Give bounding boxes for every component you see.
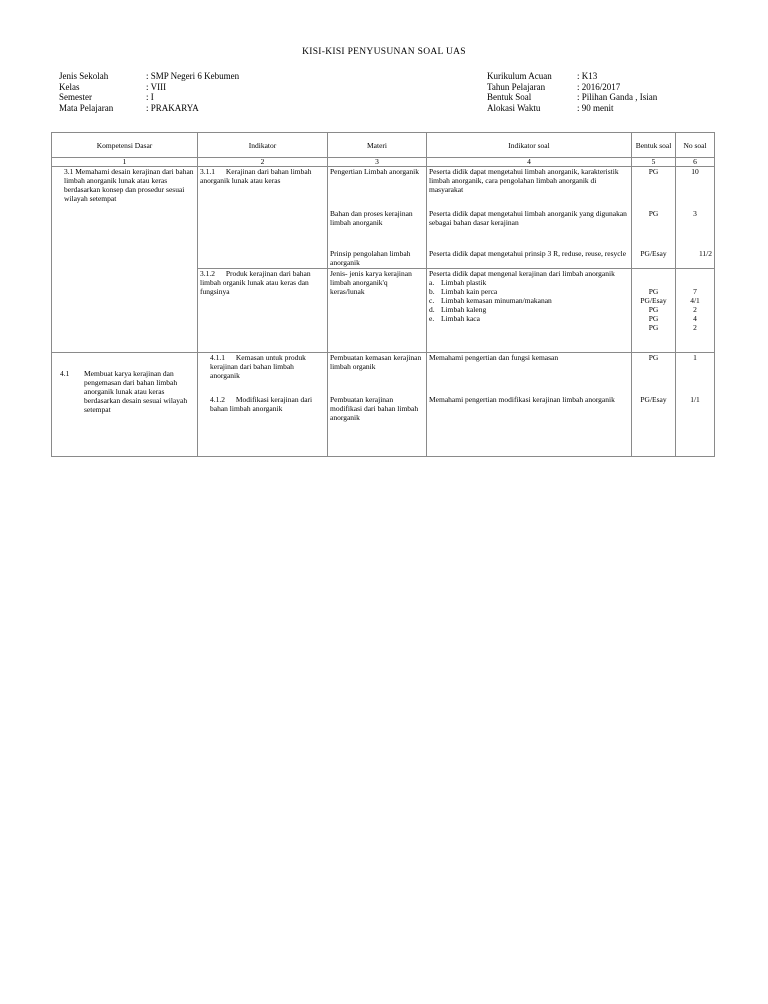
meta-label: Kurikulum Acuan — [487, 71, 552, 81]
materi-cell: Jenis- jenis karya kerajinan limbah anorganik'q keras/lunak — [328, 269, 427, 353]
indikator-text: Kerajinan dari bahan limbah anorganik lunak atau keras — [200, 167, 312, 185]
indikator-soal-text: Peserta didik dapat mengenal kerajinan dari limbah anorganik — [429, 269, 615, 278]
meta-value: : 90 menit — [577, 102, 614, 113]
option-letter: e. — [429, 314, 435, 323]
kisi-table — [51, 132, 715, 457]
header-bentuk-soal: Bentuk soal — [632, 133, 676, 158]
meta-value: : 2016/2017 — [577, 81, 621, 92]
no-soal-value: 7 — [693, 287, 697, 296]
option-letter: d. — [429, 305, 435, 314]
indikator-number: 3.1.2 — [200, 269, 215, 278]
meta-label: Mata Pelajaran — [59, 102, 114, 113]
bentuk-soal-value: PG — [648, 305, 659, 314]
option-item — [429, 278, 629, 287]
meta-value: : PRAKARYA — [146, 102, 199, 113]
column-number: 6 — [676, 158, 715, 167]
bentuk-soal-value: PG — [648, 353, 659, 362]
indikator-soal-cell — [427, 167, 632, 269]
kd-text: Memahami desain kerajinan dari bahan limbah anorganik lunak atau keras berdasarkan konsep dan prosedur sesuai wilayah setempat — [64, 167, 194, 203]
option-text: Limbah kaleng — [441, 305, 487, 314]
column-number: 3 — [328, 158, 427, 167]
header-no-soal: No soal — [676, 133, 715, 158]
document-title: KISI-KISI PENYUSUNAN SOAL UAS — [302, 47, 466, 57]
indikator-soal-text: Memahami pengertian modifikasi kerajinan limbah anorganik — [429, 395, 615, 404]
meta-label: Alokasi Waktu — [487, 102, 541, 113]
indikator-soal-text: Memahami pengertian dan fungsi kemasan — [429, 353, 559, 362]
option-letter: b. — [429, 287, 435, 296]
indikator-text: Produk kerajinan dari bahan limbah organik lunak atau keras dan fungsinya — [200, 269, 311, 296]
header-indikator: Indikator — [198, 133, 328, 158]
meta-row — [59, 92, 239, 103]
option-item — [429, 296, 629, 305]
kd-number: 4.1 — [60, 369, 70, 378]
no-soal-value: 4/1 — [690, 296, 700, 305]
bentuk-soal-value: PG — [648, 323, 659, 332]
meta-left — [59, 71, 239, 113]
bentuk-soal-value: PG — [648, 209, 659, 218]
option-text: Limbah kain perca — [441, 287, 498, 296]
option-text: Limbah kaca — [441, 314, 480, 323]
materi-cell — [328, 353, 427, 457]
meta-value: : I — [146, 92, 154, 102]
bentuk-soal-value: PG — [648, 314, 659, 323]
option-letter: c. — [429, 296, 435, 305]
bentuk-soal-cell — [632, 269, 676, 353]
no-soal-value: 10 — [691, 167, 699, 176]
column-number: 1 — [52, 158, 198, 167]
bentuk-soal-cell — [632, 167, 676, 269]
materi-text: Prinsip pengolahan limbah anorganik — [330, 249, 411, 267]
indikator-number: 4.1.1 — [210, 353, 225, 362]
indikator-cell — [198, 269, 328, 353]
meta-value: : SMP Negeri 6 Kebumen — [146, 71, 240, 81]
meta-label: Bentuk Soal — [487, 92, 532, 102]
meta-row — [487, 71, 657, 82]
bentuk-soal-value: PG/Esay — [640, 296, 667, 305]
indikator-soal-cell — [427, 269, 632, 353]
kd-text: Membuat karya kerajinan dan pengemasan dari bahan limbah anorganik lunak atau keras berdasarkan desain sesuai wilayah setempat — [84, 369, 188, 414]
option-text: Limbah plastik — [441, 278, 487, 287]
no-soal-cell — [676, 167, 715, 269]
indikator-text: Modifikasi kerajinan dari bahan limbah anorganik — [210, 395, 313, 413]
no-soal-value: 2 — [693, 323, 697, 332]
column-number: 4 — [427, 158, 632, 167]
materi-text: Pembuatan kemasan kerajinan limbah organik — [330, 353, 422, 371]
meta-row — [487, 92, 657, 103]
header-materi: Materi — [328, 133, 427, 158]
no-soal-cell — [676, 353, 715, 457]
indikator-soal-text: Peserta didik dapat mengetahui prinsip 3 R, reduse, reuse, resycle — [429, 249, 627, 258]
meta-right — [487, 71, 657, 113]
meta-row — [59, 82, 239, 93]
option-text: Limbah kemasan minuman/makanan — [441, 296, 552, 305]
meta-row — [487, 103, 657, 114]
indikator-cell — [198, 353, 328, 457]
kd-cell — [52, 167, 198, 353]
column-number: 5 — [632, 158, 676, 167]
indikator-soal-cell — [427, 353, 632, 457]
meta-label: Semester — [59, 92, 92, 102]
column-number: 2 — [198, 158, 328, 167]
header-kompetensi: Kompetensi Dasar — [52, 133, 198, 158]
materi-cell — [328, 167, 427, 269]
kd-cell — [52, 353, 198, 457]
meta-label: Kelas — [59, 81, 80, 92]
indikator-number: 3.1.1 — [200, 167, 215, 176]
no-soal-value: 2 — [693, 305, 697, 314]
meta-row — [59, 71, 239, 82]
bentuk-soal-value: PG — [648, 167, 659, 176]
meta-value: : K13 — [577, 71, 598, 81]
meta-row — [487, 82, 657, 93]
meta-value: : VIII — [146, 81, 167, 92]
meta-label: Jenis Sekolah — [59, 71, 109, 81]
materi-text: Pembuatan kerajinan modifikasi dari bahan limbah anorganik — [330, 395, 419, 422]
materi-text: Bahan dan proses kerajinan limbah anorganik — [330, 209, 413, 227]
no-soal-value: 1 — [693, 353, 697, 362]
no-soal-value: 11/2 — [698, 249, 712, 258]
header-indikator-soal: Indikator soal — [427, 133, 632, 158]
meta-label: Tahun Pelajaran — [487, 81, 546, 92]
indikator-text: Kemasan untuk produk kerajinan dari bahan limbah anorganik — [210, 353, 306, 380]
option-item — [429, 314, 629, 323]
meta-value: : Pilihan Ganda , Isian — [577, 92, 658, 102]
materi-text: Pengertian Limbah anorganik — [330, 167, 420, 176]
no-soal-value: 1/1 — [690, 395, 700, 404]
bentuk-soal-value: PG/Esay — [640, 395, 667, 404]
option-item — [429, 305, 629, 314]
indikator-soal-text: Peserta didik dapat mengetahui limbah anorganik, karakteristik limbah anorganik, cara pengolahan limbah anorganik di masyarakat — [429, 167, 619, 194]
indikator-soal-text: Peserta didik dapat mengetahui limbah anorganik yang digunakan sebagai bahan dasar kerajinan — [429, 209, 627, 227]
no-soal-value: 3 — [693, 209, 697, 218]
option-letter: a. — [429, 278, 435, 287]
bentuk-soal-cell — [632, 353, 676, 457]
meta-row — [59, 103, 239, 114]
bentuk-soal-value: PG — [648, 287, 659, 296]
option-item — [429, 287, 629, 296]
no-soal-cell — [676, 269, 715, 353]
bentuk-soal-value: PG/Esay — [640, 249, 667, 258]
no-soal-value: 4 — [693, 314, 697, 323]
indikator-cell — [198, 167, 328, 269]
kd-number: 3.1 — [64, 167, 74, 176]
indikator-number: 4.1.2 — [210, 395, 225, 404]
